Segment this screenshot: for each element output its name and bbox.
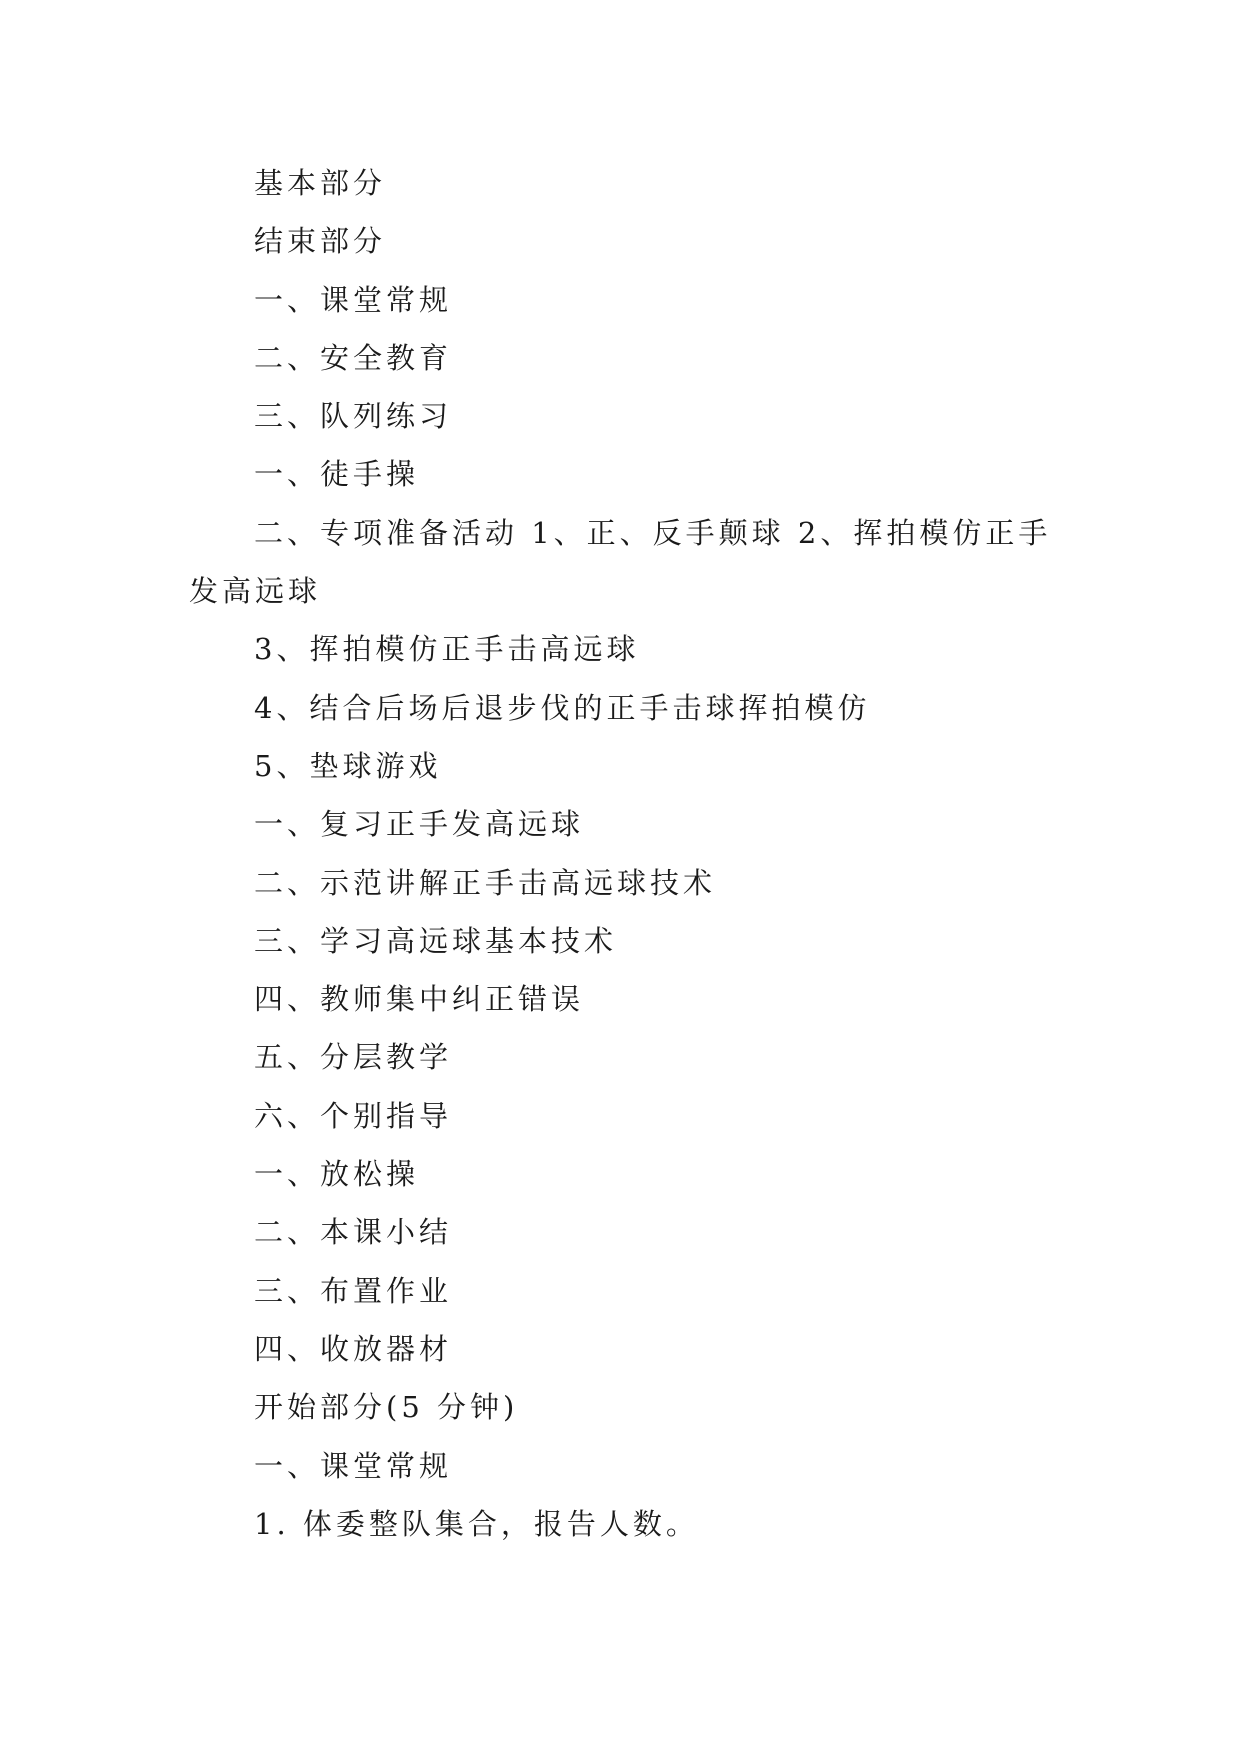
list-item: 5、垫球游戏 [254,748,442,783]
list-item: 一、复习正手发高远球 [254,807,585,842]
section-heading: 结束部分 [254,224,387,259]
document-body [189,154,1069,1553]
list-item: 一、课堂常规 [254,282,453,317]
section-heading: 开始部分(5 分钟) [254,1390,519,1425]
list-item: 三、队列练习 [254,399,453,434]
list-item: 一、放松操 [254,1157,420,1192]
list-item: 3、挥拍模仿正手击高远球 [254,632,640,667]
list-item: 一、课堂常规 [254,1448,453,1483]
list-item: 一、徒手操 [254,457,420,492]
list-item: 四、收放器材 [254,1331,453,1366]
list-item: 4、结合后场后退步伐的正手击球挥拍模仿 [254,690,871,725]
list-item: 二、示范讲解正手击高远球技术 [254,865,717,900]
list-item: 二、专项准备活动 1、正、反手颠球 2、挥拍模仿正手发高远球 [189,515,1052,609]
list-item: 三、布置作业 [254,1273,453,1308]
list-item: 四、教师集中纠正错误 [254,982,585,1017]
list-item: 二、安全教育 [254,340,453,375]
list-item: 五、分层教学 [254,1040,453,1075]
list-item: 二、本课小结 [254,1215,453,1250]
list-item: 1. 体委整队集合，报告人数。 [254,1506,699,1541]
section-heading: 基本部分 [254,166,387,200]
list-item: 三、学习高远球基本技术 [254,923,618,958]
list-item: 六、个别指导 [254,1098,453,1133]
